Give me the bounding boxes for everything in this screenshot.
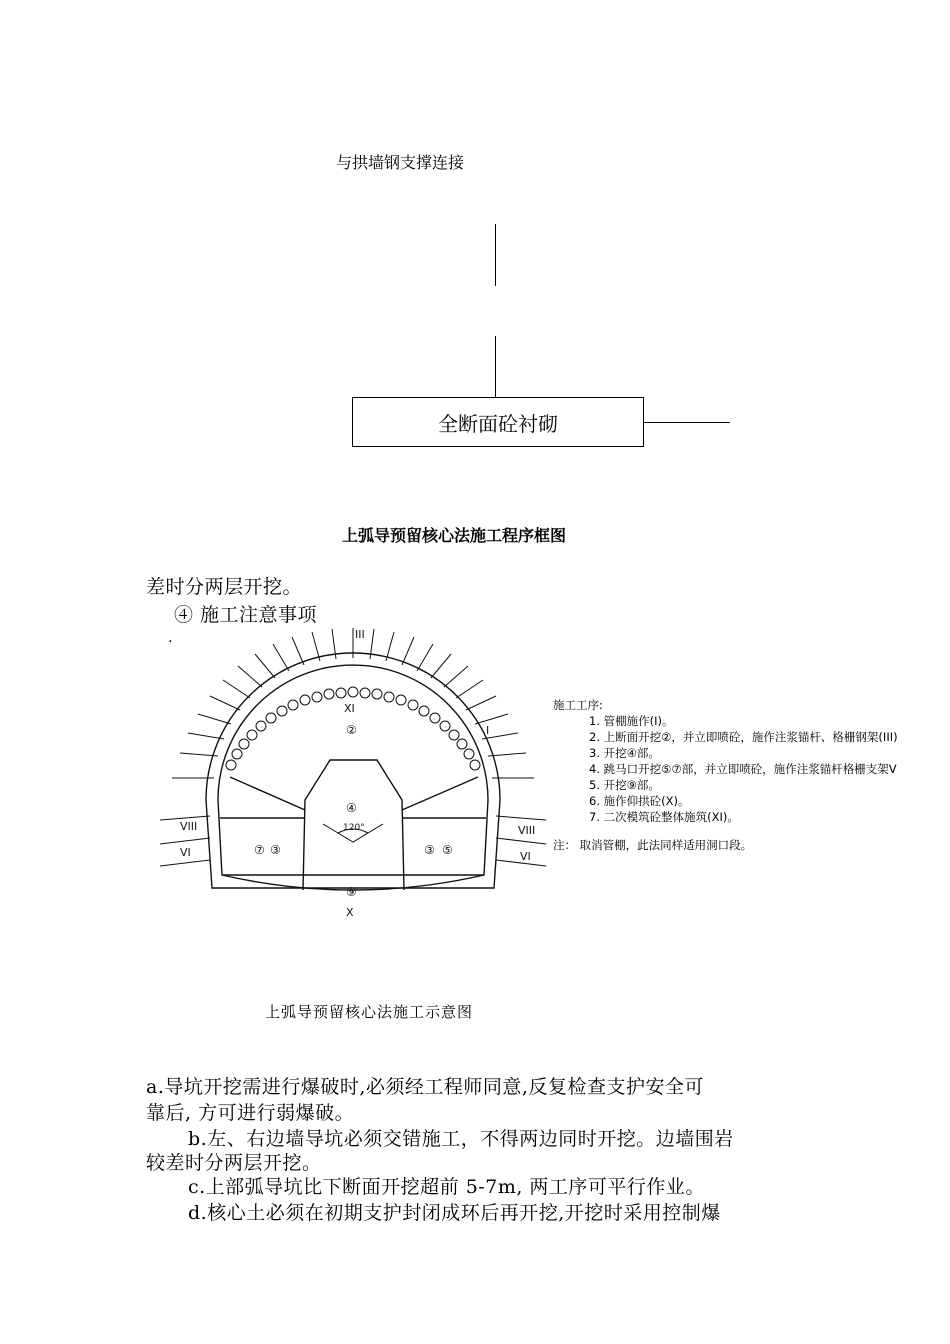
- label-roman-III: III: [355, 628, 365, 641]
- label-roman-XI: XI: [344, 702, 355, 715]
- note-a-line1: a.导坑开挖需进行爆破时,必须经工程师同意,反复检查支护安全可: [146, 1076, 704, 1098]
- step-item: 5. 开挖⑨部。: [589, 778, 660, 792]
- step-item: 1. 管棚施作(I)。: [589, 714, 674, 728]
- note-b-line2: 较差时分两层开挖。: [146, 1152, 322, 1174]
- label-roman-VIII-right: VIII: [518, 824, 536, 837]
- diagram-caption: 上弧导预留核心法施工示意图: [265, 1003, 474, 1021]
- label-roman-I: I: [486, 724, 490, 737]
- construction-steps: [553, 697, 898, 853]
- right-diagonal-line: [402, 777, 478, 810]
- label-circled-5: ⑤: [442, 843, 453, 857]
- label-circled-2: ②: [346, 723, 357, 737]
- flowchart-caption: 上弧导预留核心法施工程序框图: [342, 526, 567, 545]
- connector-line-middle: [495, 336, 496, 397]
- step-item: 7. 二次模筑砼整体施筑(XI)。: [589, 810, 739, 824]
- tunnel-excavation-diagram: [140, 620, 560, 950]
- step-item: 2. 上断面开挖②，并立即喷砼，施作注浆锚杆、格栅钢架(III): [589, 730, 898, 744]
- stray-dot: .: [168, 630, 173, 646]
- steps-note: 注： 取消管棚，此法同样适用洞口段。: [553, 838, 753, 852]
- paragraph-continuation: 差时分两层开挖。: [146, 576, 303, 598]
- flowchart-box-full-section-lining: [352, 397, 644, 447]
- label-circled-7: ⑦: [254, 843, 265, 857]
- note-d-line1: d.核心土必须在初期支护封闭成环后再开挖,开挖时采用控制爆: [188, 1202, 721, 1224]
- flowchart-top-label: 与拱墙钢支撑连接: [336, 153, 465, 172]
- step-item: 4. 跳马口开挖⑤⑦部，并立即喷砼，施作注浆锚杆格栅支架V: [589, 762, 897, 776]
- note-b-line1: b.左、右边墙导坑必须交错施工，不得两边同时开挖。边墙围岩: [188, 1128, 734, 1150]
- label-circled-3-left: ③: [270, 843, 281, 857]
- label-circled-9: ⑨: [346, 885, 357, 899]
- label-roman-VI-right: VI: [520, 850, 531, 863]
- note-c: c.上部弧导坑比下断面开挖超前 5-7m, 两工序可平行作业。: [188, 1176, 705, 1198]
- steps-title: 施工工序:: [553, 698, 603, 712]
- connector-line-top: [495, 224, 496, 286]
- label-roman-VIII-left: VIII: [180, 820, 198, 833]
- step-item: 3. 开挖④部。: [589, 746, 660, 760]
- label-circled-4: ④: [346, 801, 357, 815]
- left-diagonal-line: [230, 777, 305, 810]
- step-item: 6. 施作仰拱砼(X)。: [589, 794, 690, 808]
- note-a-line2: 靠后, 方可进行弱爆破。: [146, 1102, 355, 1124]
- section-heading-notes: ④ 施工注意事项: [174, 604, 318, 626]
- label-circled-3-right: ③: [424, 843, 435, 857]
- label-angle-120: 120°: [343, 823, 365, 833]
- connector-line-right: [644, 422, 730, 423]
- label-roman-X: X: [346, 906, 354, 919]
- flowchart-box-label: 全断面砼衬砌: [438, 411, 558, 436]
- label-roman-VI-left: VI: [180, 846, 191, 859]
